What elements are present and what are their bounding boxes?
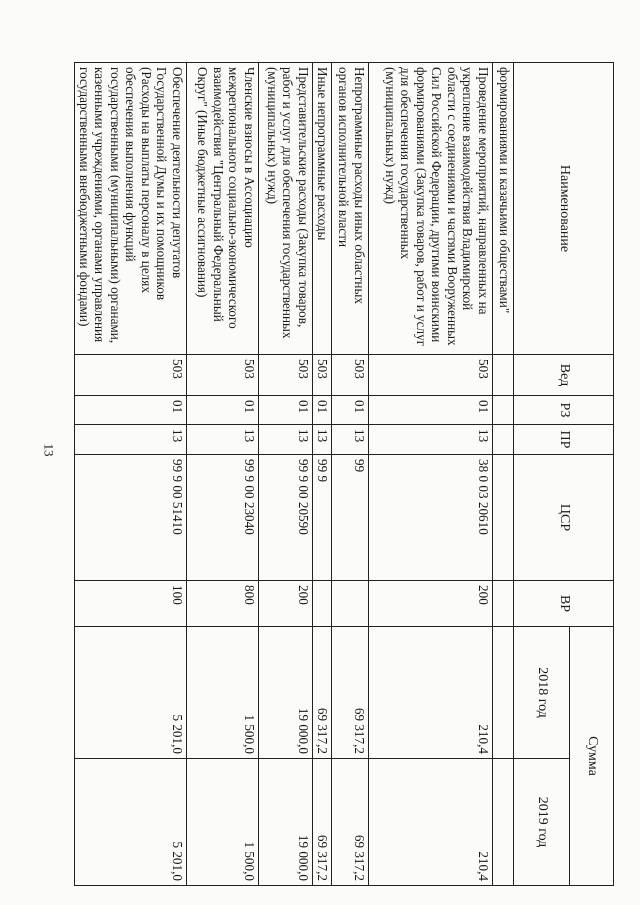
row-pr: 13: [332, 425, 369, 455]
row-sum-2018: 1 500,0: [187, 627, 259, 759]
row-sum-2018: 69 317,2: [332, 627, 369, 759]
header-sum: Сумма: [570, 627, 614, 886]
row-sum-2018: 5 201,0: [74, 627, 186, 759]
row-name: формированиями и казачьими обществами": [493, 63, 514, 355]
row-rz: 01: [259, 396, 313, 425]
row-csr: 99 9 00 23040: [187, 455, 259, 581]
row-csr: 38 0 03 20610: [369, 455, 493, 581]
row-name: Непрограммные расходы иных областных органов исполнительной власти: [332, 63, 369, 355]
row-pr: 13: [313, 425, 332, 455]
header-2019: 2019 год: [514, 759, 570, 886]
page-number: 13: [41, 443, 57, 457]
row-name: Проведение мероприятий, направленных на укрепление взаимодействия Владимирской области с соединениями и частями Вооруженных Сил Российской Федерации, другими воинскими формированиями (Закупка товаров, работ и услуг для обеспечения государственных (муниципальных) нужд): [369, 63, 493, 355]
row-name: Иные непрограммные расходы: [313, 63, 332, 355]
row-sum-2018: 19 000,0: [259, 627, 313, 759]
row-vr: 800: [187, 581, 259, 627]
row-csr: 99: [332, 455, 369, 581]
header-2018: 2018 год: [514, 627, 570, 759]
rotated-page-frame: [76, 62, 614, 885]
header-csr: ЦСР: [514, 455, 614, 581]
row-rz: 01: [74, 396, 186, 425]
table-row: [313, 63, 332, 886]
row-vr: 100: [74, 581, 186, 627]
row-pr: 13: [74, 425, 186, 455]
row-sum-2019: 5 201,0: [74, 759, 186, 886]
table-row: [187, 63, 259, 886]
row-ved: 503: [332, 355, 369, 396]
row-rz: 01: [187, 396, 259, 425]
row-vr: [332, 581, 369, 627]
row-csr: [493, 455, 514, 581]
row-sum-2019: 210,4: [369, 759, 493, 886]
table-row: [493, 63, 514, 886]
row-sum-2018: 210,4: [369, 627, 493, 759]
table-row: [332, 63, 369, 886]
row-rz: 01: [369, 396, 493, 425]
row-rz: [493, 396, 514, 425]
header-ved: Вед: [514, 355, 614, 396]
table-row: [259, 63, 313, 886]
row-rz: 01: [313, 396, 332, 425]
row-rz: 01: [332, 396, 369, 425]
table-row: [74, 63, 186, 886]
header-name: Наименование: [514, 63, 614, 355]
row-ved: 503: [369, 355, 493, 396]
row-pr: 13: [187, 425, 259, 455]
header-pr: ПР: [514, 425, 614, 455]
table-row: [369, 63, 493, 886]
row-vr: [493, 581, 514, 627]
header-rz: РЗ: [514, 396, 614, 425]
row-ved: 503: [74, 355, 186, 396]
row-name: Обеспечение деятельности депутатов Государственной Думы и их помощников (Расходы на выплаты персоналу в целях обеспечения выполнения функций государственными (муниципальными) органами, казенными учреждениями, органами управления государственными внебюджетными фондами): [74, 63, 186, 355]
row-ved: 503: [259, 355, 313, 396]
row-csr: 99 9: [313, 455, 332, 581]
row-vr: 200: [259, 581, 313, 627]
row-pr: 13: [259, 425, 313, 455]
row-pr: [493, 425, 514, 455]
row-sum-2018: 69 317,2: [313, 627, 332, 759]
row-sum-2018: [493, 627, 514, 759]
row-name: Членские взносы в Ассоциацию межрегионального социально-экономического взаимодействия "Центральный Федеральный Округ" (Иные бюджетные ассигнования): [187, 63, 259, 355]
row-ved: 503: [313, 355, 332, 396]
row-ved: [493, 355, 514, 396]
row-name: Представительские расходы (Закупка товаров, работ и услуг для обеспечения государственных (муниципальных) нужд): [259, 63, 313, 355]
row-pr: 13: [369, 425, 493, 455]
row-vr: 200: [369, 581, 493, 627]
table-body: [74, 63, 513, 886]
row-sum-2019: 1 500,0: [187, 759, 259, 886]
row-csr: 99 9 00 20590: [259, 455, 313, 581]
row-csr: 99 9 00 51410: [74, 455, 186, 581]
row-ved: 503: [187, 355, 259, 396]
table-header: [514, 63, 614, 886]
row-sum-2019: 19 000,0: [259, 759, 313, 886]
row-sum-2019: 69 317,2: [332, 759, 369, 886]
row-sum-2019: [493, 759, 514, 886]
budget-table: [74, 62, 614, 886]
header-vr: ВР: [514, 581, 614, 627]
row-sum-2019: 69 317,2: [313, 759, 332, 886]
row-vr: [313, 581, 332, 627]
